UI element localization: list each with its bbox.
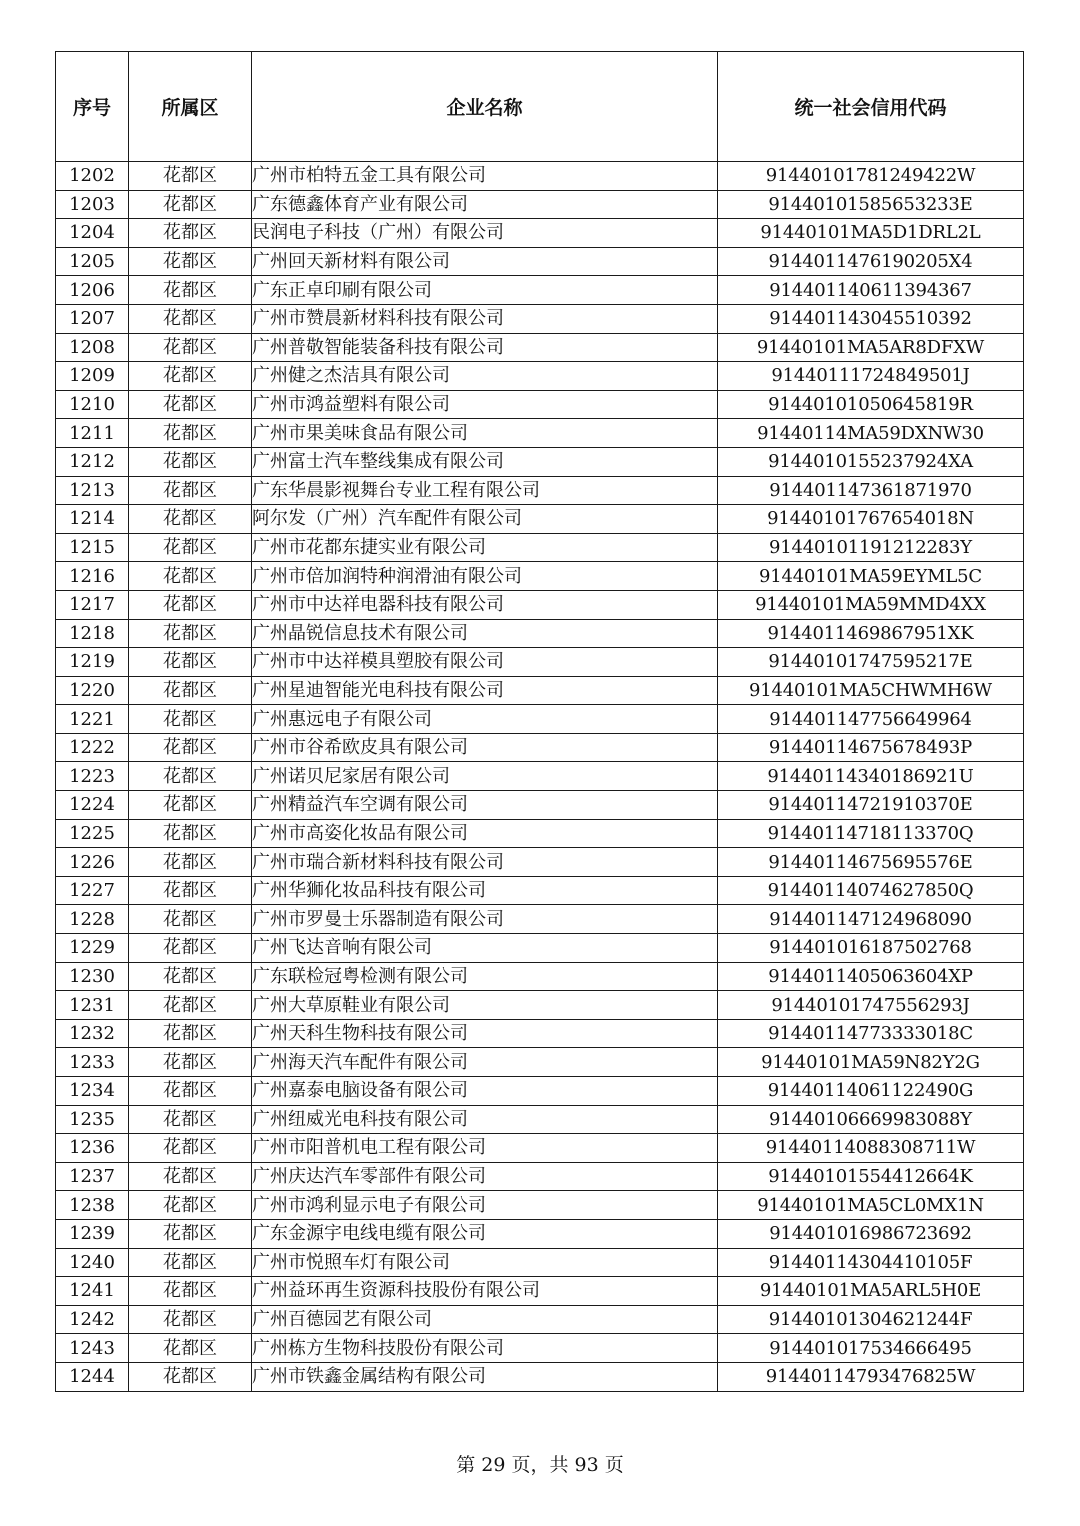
cell-index: 1210 [56, 390, 129, 419]
cell-code: 9144011405063604XP [718, 962, 1024, 991]
cell-code: 91440101MA5D1DRL2L [718, 219, 1024, 248]
table-row [56, 819, 1024, 848]
table-row [56, 162, 1024, 191]
header-company: 企业名称 [252, 52, 718, 162]
table-row [56, 619, 1024, 648]
cell-company: 民润电子科技（广州）有限公司 [252, 219, 718, 248]
cell-index: 1241 [56, 1277, 129, 1306]
cell-district: 花都区 [129, 247, 252, 276]
table-row [56, 876, 1024, 905]
cell-code: 91440114773333018C [718, 1019, 1024, 1048]
cell-company: 广州健之杰洁具有限公司 [252, 362, 718, 391]
cell-district: 花都区 [129, 791, 252, 820]
cell-code: 91440101MA5ARL5H0E [718, 1277, 1024, 1306]
cell-district: 花都区 [129, 276, 252, 305]
cell-district: 花都区 [129, 762, 252, 791]
table-row [56, 1277, 1024, 1306]
enterprise-table [55, 51, 1024, 1392]
cell-code: 91440101MA59EYML5C [718, 562, 1024, 591]
table-row [56, 1248, 1024, 1277]
cell-index: 1225 [56, 819, 129, 848]
cell-district: 花都区 [129, 905, 252, 934]
cell-district: 花都区 [129, 1334, 252, 1363]
cell-district: 花都区 [129, 1105, 252, 1134]
table-row [56, 476, 1024, 505]
cell-code: 91440101MA59N82Y2G [718, 1048, 1024, 1077]
cell-company: 广州市谷希欧皮具有限公司 [252, 733, 718, 762]
cell-district: 花都区 [129, 1019, 252, 1048]
cell-district: 花都区 [129, 819, 252, 848]
cell-company: 广州纽威光电科技有限公司 [252, 1105, 718, 1134]
table-row [56, 791, 1024, 820]
cell-company: 广州华狮化妆品科技有限公司 [252, 876, 718, 905]
cell-company: 广州市果美味食品有限公司 [252, 419, 718, 448]
cell-district: 花都区 [129, 1191, 252, 1220]
cell-index: 1239 [56, 1219, 129, 1248]
table-row [56, 705, 1024, 734]
cell-code: 91440114074627850Q [718, 876, 1024, 905]
cell-index: 1235 [56, 1105, 129, 1134]
cell-index: 1233 [56, 1048, 129, 1077]
table-row [56, 533, 1024, 562]
cell-company: 广州天科生物科技有限公司 [252, 1019, 718, 1048]
cell-company: 广州市铁鑫金属结构有限公司 [252, 1362, 718, 1391]
cell-index: 1204 [56, 219, 129, 248]
cell-code: 91440101747556293J [718, 991, 1024, 1020]
cell-company: 广州市瑞合新材料科技有限公司 [252, 848, 718, 877]
cell-code: 914401016187502768 [718, 934, 1024, 963]
table-row [56, 1334, 1024, 1363]
cell-code: 91440101MA5AR8DFXW [718, 333, 1024, 362]
cell-code: 91440101585653233E [718, 190, 1024, 219]
cell-code: 914401147756649964 [718, 705, 1024, 734]
cell-district: 花都区 [129, 533, 252, 562]
table-row [56, 1048, 1024, 1077]
cell-company: 广州益环再生资源科技股份有限公司 [252, 1277, 718, 1306]
cell-code: 91440114340186921U [718, 762, 1024, 791]
table-row [56, 648, 1024, 677]
cell-district: 花都区 [129, 1305, 252, 1334]
table-row [56, 190, 1024, 219]
cell-company: 广州飞达音响有限公司 [252, 934, 718, 963]
cell-code: 91440101747595217E [718, 648, 1024, 677]
table-row [56, 1219, 1024, 1248]
cell-code: 914401016986723692 [718, 1219, 1024, 1248]
cell-company: 广州市阳普机电工程有限公司 [252, 1134, 718, 1163]
cell-district: 花都区 [129, 848, 252, 877]
cell-index: 1212 [56, 447, 129, 476]
cell-district: 花都区 [129, 676, 252, 705]
cell-code: 914401147361871970 [718, 476, 1024, 505]
table-row [56, 562, 1024, 591]
cell-index: 1230 [56, 962, 129, 991]
table-row [56, 1077, 1024, 1106]
cell-district: 花都区 [129, 934, 252, 963]
cell-district: 花都区 [129, 1248, 252, 1277]
cell-code: 914401140611394367 [718, 276, 1024, 305]
page-footer: 第 29 页，共 93 页 [456, 1454, 624, 1476]
cell-code: 914401147124968090 [718, 905, 1024, 934]
cell-company: 广州市花都东捷实业有限公司 [252, 533, 718, 562]
table-row [56, 276, 1024, 305]
cell-index: 1244 [56, 1362, 129, 1391]
cell-company: 广州嘉泰电脑设备有限公司 [252, 1077, 718, 1106]
cell-company: 广州回天新材料有限公司 [252, 247, 718, 276]
cell-code: 91440114675695576E [718, 848, 1024, 877]
table-row [56, 1162, 1024, 1191]
cell-company: 广州惠远电子有限公司 [252, 705, 718, 734]
cell-district: 花都区 [129, 619, 252, 648]
cell-company: 广州庆达汽车零部件有限公司 [252, 1162, 718, 1191]
cell-district: 花都区 [129, 505, 252, 534]
cell-company: 广州市赞晨新材料科技有限公司 [252, 304, 718, 333]
cell-index: 1240 [56, 1248, 129, 1277]
cell-district: 花都区 [129, 419, 252, 448]
header-district: 所属区 [129, 52, 252, 162]
table-row [56, 590, 1024, 619]
cell-company: 广东华晨影视舞台专业工程有限公司 [252, 476, 718, 505]
cell-index: 1214 [56, 505, 129, 534]
table-row [56, 505, 1024, 534]
cell-index: 1206 [56, 276, 129, 305]
cell-company: 广州富士汽车整线集成有限公司 [252, 447, 718, 476]
table-row [56, 419, 1024, 448]
cell-index: 1202 [56, 162, 129, 191]
cell-district: 花都区 [129, 1048, 252, 1077]
cell-district: 花都区 [129, 1134, 252, 1163]
table-body [56, 162, 1024, 1392]
cell-index: 1236 [56, 1134, 129, 1163]
cell-index: 1220 [56, 676, 129, 705]
cell-code: 91440101MA59MMD4XX [718, 590, 1024, 619]
cell-company: 广东正卓印刷有限公司 [252, 276, 718, 305]
table-row [56, 848, 1024, 877]
cell-code: 91440114721910370E [718, 791, 1024, 820]
cell-district: 花都区 [129, 476, 252, 505]
cell-district: 花都区 [129, 733, 252, 762]
header-code: 统一社会信用代码 [718, 52, 1024, 162]
cell-district: 花都区 [129, 562, 252, 591]
cell-district: 花都区 [129, 590, 252, 619]
cell-index: 1232 [56, 1019, 129, 1048]
cell-code: 91440111724849501J [718, 362, 1024, 391]
cell-company: 广州诺贝尼家居有限公司 [252, 762, 718, 791]
cell-index: 1229 [56, 934, 129, 963]
cell-index: 1243 [56, 1334, 129, 1363]
cell-code: 91440101781249422W [718, 162, 1024, 191]
cell-code: 91440106669983088Y [718, 1105, 1024, 1134]
table-row [56, 1305, 1024, 1334]
cell-code: 914401143045510392 [718, 304, 1024, 333]
cell-company: 广州市悦照车灯有限公司 [252, 1248, 718, 1277]
cell-index: 1209 [56, 362, 129, 391]
cell-code: 9144011476190205X4 [718, 247, 1024, 276]
cell-company: 广州市柏特五金工具有限公司 [252, 162, 718, 191]
table-row [56, 762, 1024, 791]
cell-company: 广州海天汽车配件有限公司 [252, 1048, 718, 1077]
cell-district: 花都区 [129, 190, 252, 219]
cell-index: 1208 [56, 333, 129, 362]
cell-index: 1234 [56, 1077, 129, 1106]
cell-code: 91440101304621244F [718, 1305, 1024, 1334]
cell-district: 花都区 [129, 447, 252, 476]
table-row [56, 447, 1024, 476]
cell-index: 1213 [56, 476, 129, 505]
cell-code: 91440101767654018N [718, 505, 1024, 534]
cell-district: 花都区 [129, 962, 252, 991]
cell-code: 91440114MA59DXNW30 [718, 419, 1024, 448]
table-row [56, 991, 1024, 1020]
cell-company: 广州市鸿利显示电子有限公司 [252, 1191, 718, 1220]
cell-company: 广州市中达祥电器科技有限公司 [252, 590, 718, 619]
cell-district: 花都区 [129, 876, 252, 905]
cell-code: 91440114061122490G [718, 1077, 1024, 1106]
table-row [56, 1362, 1024, 1391]
cell-company: 广州栋方生物科技股份有限公司 [252, 1334, 718, 1363]
cell-district: 花都区 [129, 1219, 252, 1248]
table-row [56, 390, 1024, 419]
cell-district: 花都区 [129, 219, 252, 248]
table-row [56, 934, 1024, 963]
table-row [56, 304, 1024, 333]
cell-company: 广东德鑫体育产业有限公司 [252, 190, 718, 219]
cell-company: 广州星迪智能光电科技有限公司 [252, 676, 718, 705]
cell-code: 91440114675678493P [718, 733, 1024, 762]
cell-code: 91440101554412664K [718, 1162, 1024, 1191]
header-row [56, 52, 1024, 162]
cell-district: 花都区 [129, 648, 252, 677]
cell-index: 1238 [56, 1191, 129, 1220]
table-row [56, 362, 1024, 391]
cell-code: 91440101MA5CL0MX1N [718, 1191, 1024, 1220]
cell-index: 1223 [56, 762, 129, 791]
header-index: 序号 [56, 52, 129, 162]
cell-district: 花都区 [129, 1362, 252, 1391]
cell-index: 1215 [56, 533, 129, 562]
cell-index: 1218 [56, 619, 129, 648]
cell-district: 花都区 [129, 362, 252, 391]
cell-index: 1222 [56, 733, 129, 762]
cell-company: 广东联检冠粤检测有限公司 [252, 962, 718, 991]
cell-company: 广州市罗曼士乐器制造有限公司 [252, 905, 718, 934]
table-row [56, 247, 1024, 276]
cell-district: 花都区 [129, 333, 252, 362]
cell-index: 1227 [56, 876, 129, 905]
cell-district: 花都区 [129, 1162, 252, 1191]
cell-index: 1205 [56, 247, 129, 276]
cell-company: 广州精益汽车空调有限公司 [252, 791, 718, 820]
cell-company: 阿尔发（广州）汽车配件有限公司 [252, 505, 718, 534]
cell-company: 广东金源宇电线电缆有限公司 [252, 1219, 718, 1248]
cell-index: 1217 [56, 590, 129, 619]
cell-index: 1226 [56, 848, 129, 877]
table-row [56, 1191, 1024, 1220]
cell-code: 91440114718113370Q [718, 819, 1024, 848]
table-row [56, 1105, 1024, 1134]
cell-index: 1224 [56, 791, 129, 820]
cell-company: 广州市鸿益塑料有限公司 [252, 390, 718, 419]
table-row [56, 676, 1024, 705]
table-row [56, 905, 1024, 934]
cell-code: 91440101191212283Y [718, 533, 1024, 562]
cell-code: 91440114088308711W [718, 1134, 1024, 1163]
cell-company: 广州市高姿化妆品有限公司 [252, 819, 718, 848]
cell-index: 1203 [56, 190, 129, 219]
cell-district: 花都区 [129, 162, 252, 191]
cell-company: 广州市倍加润特种润滑油有限公司 [252, 562, 718, 591]
cell-index: 1228 [56, 905, 129, 934]
cell-code: 9144010155237924XA [718, 447, 1024, 476]
cell-district: 花都区 [129, 1277, 252, 1306]
cell-district: 花都区 [129, 390, 252, 419]
cell-index: 1216 [56, 562, 129, 591]
table-row [56, 962, 1024, 991]
cell-index: 1219 [56, 648, 129, 677]
table-row [56, 333, 1024, 362]
cell-code: 9144011469867951XK [718, 619, 1024, 648]
table-row [56, 733, 1024, 762]
table-row [56, 1019, 1024, 1048]
cell-district: 花都区 [129, 304, 252, 333]
cell-index: 1242 [56, 1305, 129, 1334]
cell-index: 1237 [56, 1162, 129, 1191]
cell-code: 91440101050645819R [718, 390, 1024, 419]
cell-code: 91440114304410105F [718, 1248, 1024, 1277]
cell-index: 1221 [56, 705, 129, 734]
cell-company: 广州百德园艺有限公司 [252, 1305, 718, 1334]
table-row [56, 1134, 1024, 1163]
cell-code: 91440101MA5CHWMH6W [718, 676, 1024, 705]
cell-index: 1207 [56, 304, 129, 333]
cell-code: 914401017534666495 [718, 1334, 1024, 1363]
table-header [56, 52, 1024, 162]
cell-company: 广州晶锐信息技术有限公司 [252, 619, 718, 648]
cell-company: 广州大草原鞋业有限公司 [252, 991, 718, 1020]
cell-district: 花都区 [129, 991, 252, 1020]
cell-district: 花都区 [129, 705, 252, 734]
table-row [56, 219, 1024, 248]
cell-company: 广州市中达祥模具塑胶有限公司 [252, 648, 718, 677]
cell-company: 广州普敬智能装备科技有限公司 [252, 333, 718, 362]
cell-index: 1231 [56, 991, 129, 1020]
cell-district: 花都区 [129, 1077, 252, 1106]
cell-code: 91440114793476825W [718, 1362, 1024, 1391]
cell-index: 1211 [56, 419, 129, 448]
